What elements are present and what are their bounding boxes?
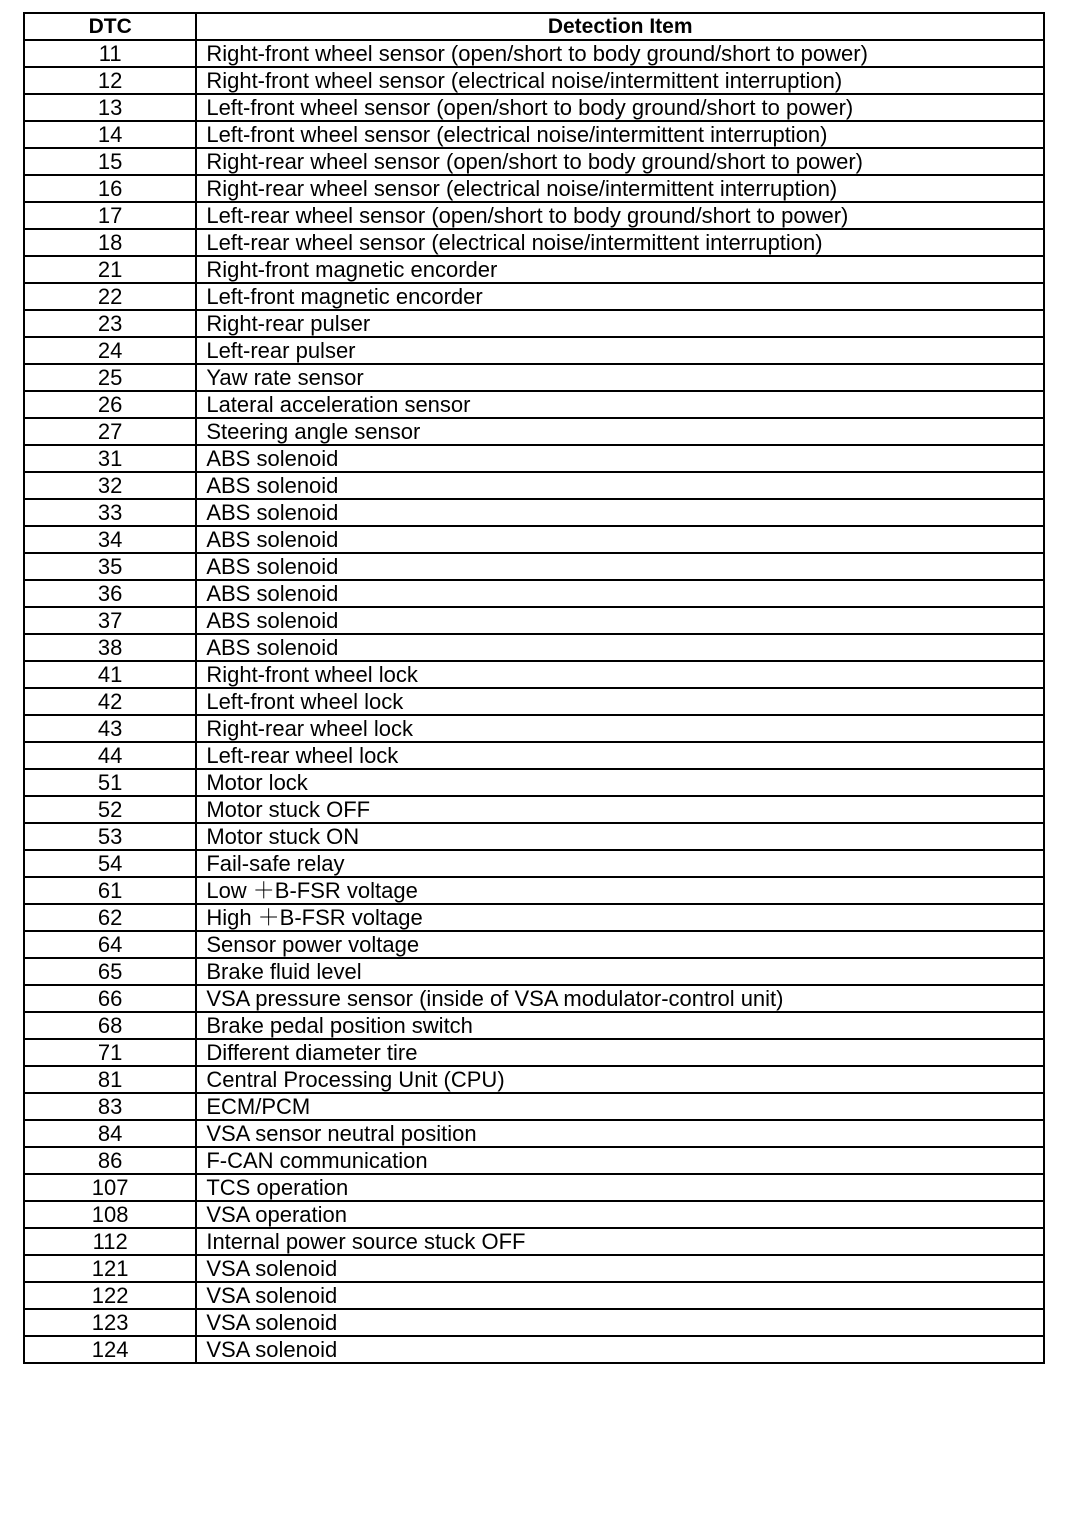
dtc-code: 24 <box>24 337 196 364</box>
detection-item: Central Processing Unit (CPU) <box>196 1066 1044 1093</box>
dtc-code: 41 <box>24 661 196 688</box>
dtc-code: 108 <box>24 1201 196 1228</box>
detection-item: VSA solenoid <box>196 1282 1044 1309</box>
detection-item: Left-front magnetic encorder <box>196 283 1044 310</box>
detection-item: ABS solenoid <box>196 445 1044 472</box>
detection-item: Low ＋B-FSR voltage <box>196 877 1044 904</box>
detection-item: Different diameter tire <box>196 1039 1044 1066</box>
detection-item: TCS operation <box>196 1174 1044 1201</box>
table-row <box>24 1255 1044 1282</box>
dtc-code: 27 <box>24 418 196 445</box>
dtc-code: 11 <box>24 40 196 67</box>
dtc-code: 21 <box>24 256 196 283</box>
table-row <box>24 445 1044 472</box>
table-row <box>24 94 1044 121</box>
detection-item: Right-front magnetic encorder <box>196 256 1044 283</box>
table-row <box>24 823 1044 850</box>
table-row <box>24 337 1044 364</box>
dtc-code: 25 <box>24 364 196 391</box>
dtc-code: 107 <box>24 1174 196 1201</box>
detection-item: Sensor power voltage <box>196 931 1044 958</box>
dtc-code: 65 <box>24 958 196 985</box>
table-row <box>24 742 1044 769</box>
dtc-code: 81 <box>24 1066 196 1093</box>
table-body <box>24 40 1044 1363</box>
dtc-code: 64 <box>24 931 196 958</box>
dtc-code: 51 <box>24 769 196 796</box>
dtc-code: 33 <box>24 499 196 526</box>
table-row <box>24 1282 1044 1309</box>
table-row <box>24 40 1044 67</box>
table-row <box>24 472 1044 499</box>
detection-item: Lateral acceleration sensor <box>196 391 1044 418</box>
table-row <box>24 1201 1044 1228</box>
detection-item: Left-rear wheel lock <box>196 742 1044 769</box>
table-row <box>24 67 1044 94</box>
dtc-code: 34 <box>24 526 196 553</box>
dtc-code: 12 <box>24 67 196 94</box>
detection-item: Left-rear wheel sensor (electrical noise/intermittent interruption) <box>196 229 1044 256</box>
table-row <box>24 148 1044 175</box>
detection-item: VSA sensor neutral position <box>196 1120 1044 1147</box>
detection-item: Yaw rate sensor <box>196 364 1044 391</box>
dtc-code: 53 <box>24 823 196 850</box>
dtc-code: 38 <box>24 634 196 661</box>
dtc-code: 66 <box>24 985 196 1012</box>
dtc-code: 14 <box>24 121 196 148</box>
table-row <box>24 1228 1044 1255</box>
detection-item: Right-front wheel sensor (electrical noise/intermittent interruption) <box>196 67 1044 94</box>
detection-item: Right-rear wheel sensor (electrical noise/intermittent interruption) <box>196 175 1044 202</box>
dtc-code: 124 <box>24 1336 196 1363</box>
table-row <box>24 1336 1044 1363</box>
table-row <box>24 1039 1044 1066</box>
dtc-code: 62 <box>24 904 196 931</box>
dtc-code: 32 <box>24 472 196 499</box>
dtc-code: 83 <box>24 1093 196 1120</box>
table-row <box>24 1120 1044 1147</box>
table-row <box>24 1093 1044 1120</box>
detection-item: VSA pressure sensor (inside of VSA modulator-control unit) <box>196 985 1044 1012</box>
dtc-code: 35 <box>24 553 196 580</box>
dtc-code: 121 <box>24 1255 196 1282</box>
detection-item: Left-front wheel sensor (electrical noise/intermittent interruption) <box>196 121 1044 148</box>
table-row <box>24 931 1044 958</box>
dtc-code: 123 <box>24 1309 196 1336</box>
dtc-code: 43 <box>24 715 196 742</box>
detection-item: Left-rear pulser <box>196 337 1044 364</box>
detection-item: Left-rear wheel sensor (open/short to body ground/short to power) <box>196 202 1044 229</box>
detection-item: ECM/PCM <box>196 1093 1044 1120</box>
table-row <box>24 418 1044 445</box>
detection-item: ABS solenoid <box>196 580 1044 607</box>
table-row <box>24 985 1044 1012</box>
dtc-code: 44 <box>24 742 196 769</box>
detection-item: VSA solenoid <box>196 1336 1044 1363</box>
dtc-code: 16 <box>24 175 196 202</box>
table-row <box>24 499 1044 526</box>
dtc-code: 42 <box>24 688 196 715</box>
dtc-table <box>23 12 1045 1364</box>
table-row <box>24 904 1044 931</box>
dtc-code: 61 <box>24 877 196 904</box>
detection-item: ABS solenoid <box>196 526 1044 553</box>
dtc-code: 54 <box>24 850 196 877</box>
table-row <box>24 391 1044 418</box>
dtc-code: 52 <box>24 796 196 823</box>
dtc-code: 122 <box>24 1282 196 1309</box>
dtc-code: 23 <box>24 310 196 337</box>
detection-item: ABS solenoid <box>196 553 1044 580</box>
dtc-code: 15 <box>24 148 196 175</box>
table-row <box>24 364 1044 391</box>
detection-item: Right-rear wheel lock <box>196 715 1044 742</box>
detection-item: Motor stuck ON <box>196 823 1044 850</box>
table-row <box>24 607 1044 634</box>
table-row <box>24 121 1044 148</box>
table-row <box>24 310 1044 337</box>
dtc-code: 13 <box>24 94 196 121</box>
table-row <box>24 688 1044 715</box>
table-row <box>24 958 1044 985</box>
detection-item: Right-rear wheel sensor (open/short to body ground/short to power) <box>196 148 1044 175</box>
detection-item: Right-rear pulser <box>196 310 1044 337</box>
detection-item: Left-front wheel sensor (open/short to body ground/short to power) <box>196 94 1044 121</box>
table-row <box>24 1309 1044 1336</box>
detection-item: High ＋B-FSR voltage <box>196 904 1044 931</box>
table-row <box>24 661 1044 688</box>
table-row <box>24 256 1044 283</box>
dtc-code: 18 <box>24 229 196 256</box>
dtc-code: 86 <box>24 1147 196 1174</box>
table-row <box>24 1174 1044 1201</box>
dtc-code: 26 <box>24 391 196 418</box>
header-row <box>24 13 1044 40</box>
table-row <box>24 526 1044 553</box>
detection-item: ABS solenoid <box>196 634 1044 661</box>
detection-item: VSA solenoid <box>196 1255 1044 1282</box>
table-row <box>24 1012 1044 1039</box>
dtc-code: 112 <box>24 1228 196 1255</box>
dtc-code: 68 <box>24 1012 196 1039</box>
table-row <box>24 202 1044 229</box>
detection-item: VSA operation <box>196 1201 1044 1228</box>
dtc-code: 37 <box>24 607 196 634</box>
detection-item: Motor lock <box>196 769 1044 796</box>
detection-item: ABS solenoid <box>196 472 1044 499</box>
table-row <box>24 1066 1044 1093</box>
detection-item: Fail-safe relay <box>196 850 1044 877</box>
table-row <box>24 715 1044 742</box>
detection-item: Brake fluid level <box>196 958 1044 985</box>
dtc-code: 84 <box>24 1120 196 1147</box>
detection-item: ABS solenoid <box>196 607 1044 634</box>
detection-item: VSA solenoid <box>196 1309 1044 1336</box>
detection-item: Steering angle sensor <box>196 418 1044 445</box>
detection-item: F-CAN communication <box>196 1147 1044 1174</box>
detection-item: ABS solenoid <box>196 499 1044 526</box>
detection-item: Motor stuck OFF <box>196 796 1044 823</box>
table-row <box>24 796 1044 823</box>
dtc-code: 31 <box>24 445 196 472</box>
detection-item: Right-front wheel lock <box>196 661 1044 688</box>
table-row <box>24 175 1044 202</box>
dtc-code: 22 <box>24 283 196 310</box>
detection-item: Left-front wheel lock <box>196 688 1044 715</box>
detection-item: Internal power source stuck OFF <box>196 1228 1044 1255</box>
detection-item: Brake pedal position switch <box>196 1012 1044 1039</box>
table-header <box>24 13 1044 40</box>
dtc-code: 71 <box>24 1039 196 1066</box>
table-row <box>24 850 1044 877</box>
table-row <box>24 283 1044 310</box>
header-dtc: DTC <box>24 13 196 40</box>
table-row <box>24 769 1044 796</box>
header-detection-item: Detection Item <box>196 13 1044 40</box>
table-row <box>24 877 1044 904</box>
dtc-code: 17 <box>24 202 196 229</box>
table-row <box>24 553 1044 580</box>
table-row <box>24 634 1044 661</box>
detection-item: Right-front wheel sensor (open/short to body ground/short to power) <box>196 40 1044 67</box>
table-row <box>24 580 1044 607</box>
dtc-code: 36 <box>24 580 196 607</box>
table-row <box>24 229 1044 256</box>
table-row <box>24 1147 1044 1174</box>
